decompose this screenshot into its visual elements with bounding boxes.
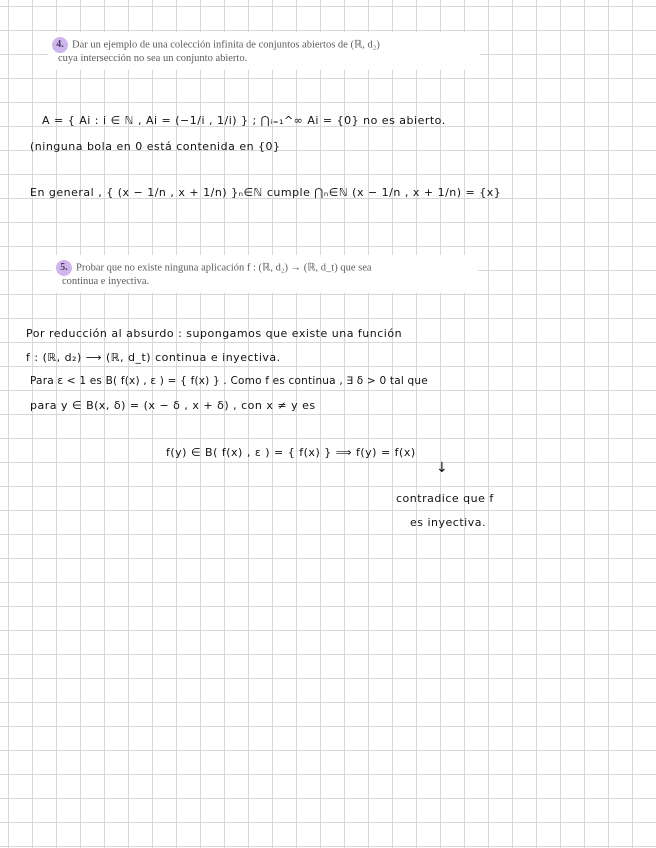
answer-5-line-1: Por reducción al absurdo : supongamos que existe una función bbox=[26, 327, 403, 340]
exercise-5-statement bbox=[52, 255, 478, 293]
answer-5-line-2: f : (ℝ, d₂) ⟶ (ℝ, d_t) continua e inyectiva. bbox=[26, 351, 281, 364]
exercise-4-number-badge: 4. bbox=[52, 37, 68, 53]
exercise-5-text-1: Probar que no existe ninguna aplicación f : (ℝ, d₂) → (ℝ, d_t) que sea bbox=[76, 262, 372, 274]
down-arrow-icon: ↓ bbox=[436, 460, 448, 476]
exercise-4-line-1 bbox=[48, 37, 380, 53]
exercise-5-line-1 bbox=[52, 260, 372, 276]
answer-4-line-2: (ninguna bola en 0 está contenida en {0} bbox=[30, 140, 281, 153]
answer-5-line-6: contradice que f bbox=[396, 492, 494, 505]
exercise-4-text-1: Dar un ejemplo de una colección infinita de conjuntos abiertos de (ℝ, d₂) bbox=[72, 39, 380, 51]
exercise-5-number-badge: 5. bbox=[56, 260, 72, 276]
answer-5-line-4: para y ∈ B(x, δ) = (x − δ , x + δ) , con x ≠ y es bbox=[30, 399, 316, 412]
answer-4-line-3: En general , { (x − 1/n , x + 1/n) }ₙ∈ℕ cumple ⋂ₙ∈ℕ (x − 1/n , x + 1/n) = {x} bbox=[30, 186, 502, 199]
answer-5-line-7: es inyectiva. bbox=[410, 516, 486, 529]
answer-4-line-1: A = { Ai : i ∈ ℕ , Ai = (−1/i , 1/i) } ; ⋂ᵢ₌₁^∞ Ai = {0} no es abierto. bbox=[42, 114, 446, 127]
exercise-4-statement bbox=[48, 32, 480, 70]
answer-5-line-3: Para ε < 1 es B( f(x) , ε ) = { f(x) } . Como f es continua , ∃ δ > 0 tal que bbox=[30, 375, 428, 387]
exercise-5-line-2: continua e inyectiva. bbox=[62, 276, 150, 287]
exercise-4-line-2: cuya intersección no sea un conjunto abierto. bbox=[58, 53, 248, 64]
answer-5-line-5: f(y) ∈ B( f(x) , ε ) = { f(x) } ⟹ f(y) = f(x) bbox=[166, 446, 416, 459]
